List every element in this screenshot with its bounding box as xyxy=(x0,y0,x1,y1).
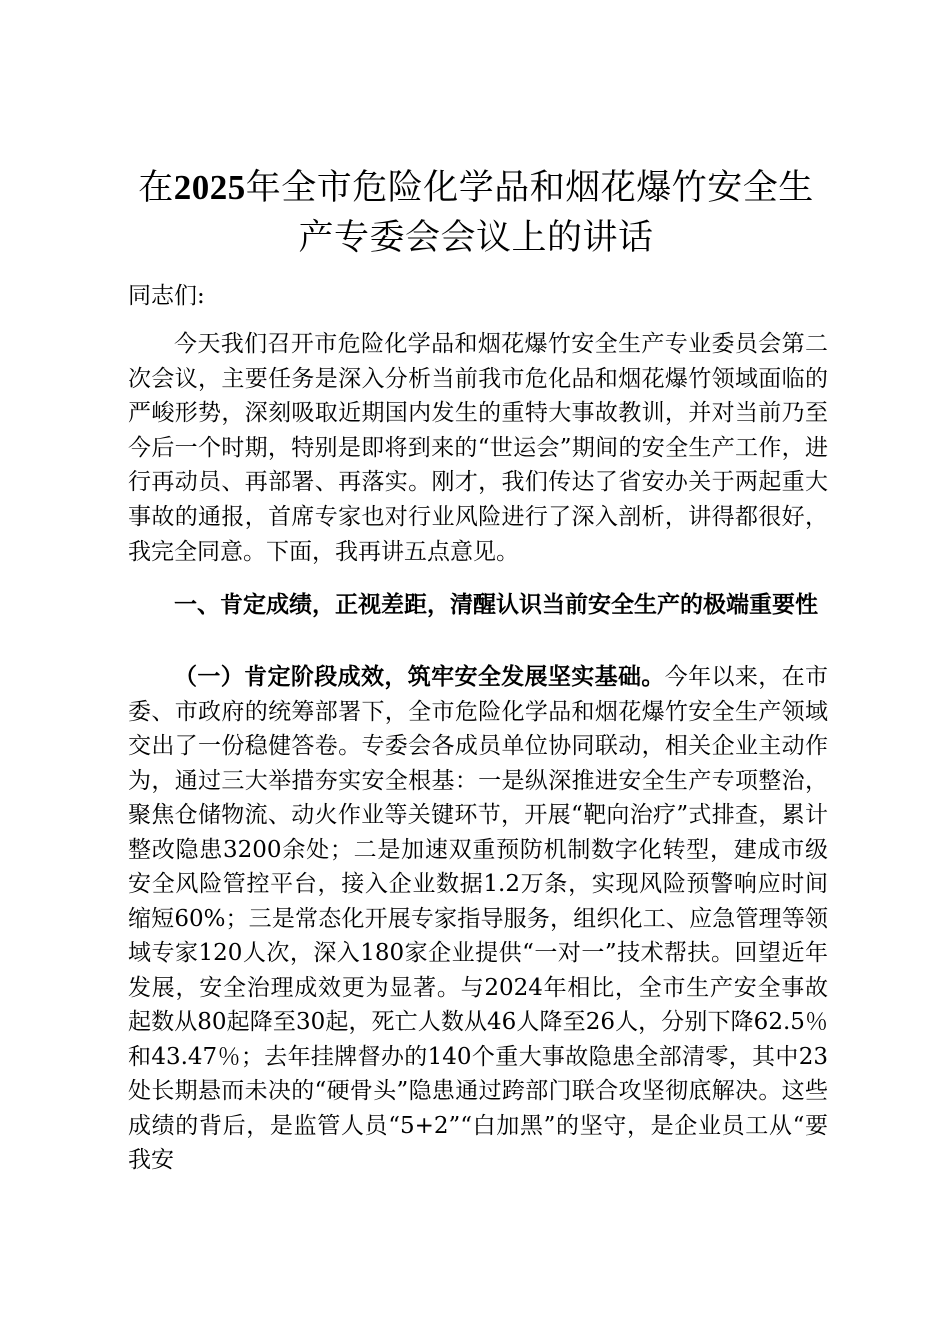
section-heading-1: 一、肯定成绩，正视差距，清醒认识当前安全生产的极端重要性 xyxy=(174,591,818,618)
document-title xyxy=(128,163,824,263)
subsection-paragraph-1 xyxy=(128,660,828,1178)
subsection-lead: （一）肯定阶段成效，筑牢安全发展坚实基础。 xyxy=(174,663,665,690)
title-rest: 年全市危险化学品和烟花爆竹安全生产专委会会议上的讲话 xyxy=(245,168,814,258)
title-year: 2025 xyxy=(173,168,246,207)
subsection-body: 今年以来，在市委、市政府的统筹部署下，全市危险化学品和烟花爆竹安全生产领域交出了一份稳健答卷。专委会各成员单位协同联动，相关企业主动作为，通过三大举措夯实安全根基：一是纵深推进安全生产专项整治，聚焦仓储物流、动火作业等关键环节，开展“靶向治疗”式排查，累计整改隐患3200余处；二是加速双重预防机制数字化转型，建成市级安全风险管控平台，接入企业数据1.2万条，实现风险预警响应时间缩短60%；三是常态化开展专家指导服务，组织化工、应急管理等领域专家120人次，深入180家企业提供“一对一”技术帮扶。回望近年发展，安全治理成效更为显著。与2024年相比，全市生产安全事故起数从80起降至30起，死亡人数从46人降至26人，分别下降62.5％和43.47％；去年挂牌督办的140个重大事故隐患全部清零，其中23处长期悬而未决的“硬骨头”隐患通过跨部门联合攻坚彻底解决。这些成绩的背后，是监管人员“5+2”“白加黑”的坚守，是企业员工从“要我安 xyxy=(128,664,829,1173)
title-prefix: 在 xyxy=(138,168,174,208)
salutation: 同志们: xyxy=(128,283,205,309)
opening-paragraph: 今天我们召开市危险化学品和烟花爆竹安全生产专业委员会第二次会议，主要任务是深入分析当前我市危化品和烟花爆竹领域面临的严峻形势，深刻吸取近期国内发生的重特大事故教训，并对当前乃至今后一个时期，特别是即将到来的“世运会”期间的安全生产工作，进行再动员、再部署、再落实。刚才，我们传达了省安办关于两起重大事故的通报，首席专家也对行业风险进行了深入剖析，讲得都很好，我完全同意。下面，我再讲五点意见。 xyxy=(128,331,828,565)
